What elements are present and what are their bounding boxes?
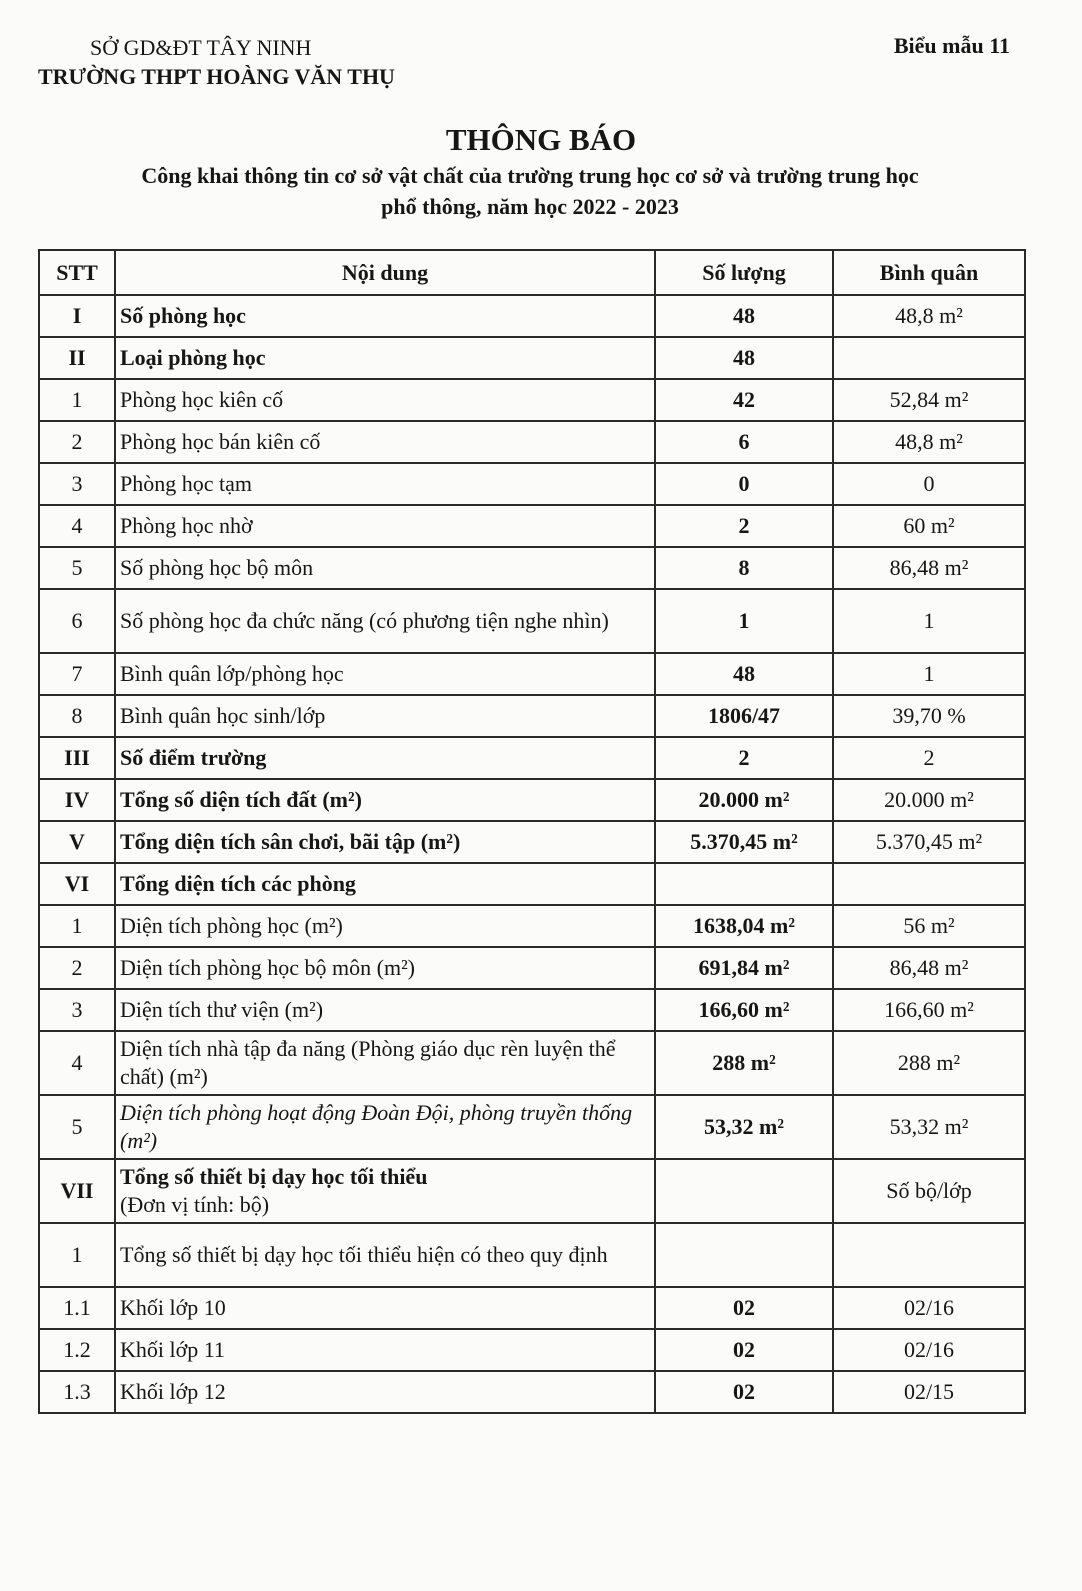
row-stt: III	[39, 737, 115, 779]
average-unit: m²	[950, 787, 974, 812]
row-average	[833, 547, 1025, 589]
row-average	[833, 1223, 1025, 1287]
row-content: Tổng số thiết bị dạy học tối thiểu hiện có theo quy định	[115, 1223, 655, 1287]
row-stt: 2	[39, 947, 115, 989]
row-content: Số phòng học	[115, 295, 655, 337]
row-quantity: 48	[655, 337, 833, 379]
row-stt: VI	[39, 863, 115, 905]
table-row	[39, 463, 1025, 505]
row-average	[833, 989, 1025, 1031]
average-unit: m²	[939, 303, 963, 328]
row-quantity: 02	[655, 1371, 833, 1413]
table-row	[39, 1329, 1025, 1371]
table-row	[39, 653, 1025, 695]
average-value: 56	[903, 913, 926, 938]
row-content-unit-note: (Đơn vị tính: bộ)	[120, 1192, 270, 1217]
average-value: 52,84	[889, 387, 940, 412]
row-quantity: 1806/47	[655, 695, 833, 737]
row-quantity: 20.000 m²	[655, 779, 833, 821]
row-content: Tổng số diện tích đất (m²)	[115, 779, 655, 821]
department-name: SỞ GD&ĐT TÂY NINH	[90, 35, 312, 60]
average-value: 86,48	[889, 955, 940, 980]
row-average: 02/15	[833, 1371, 1025, 1413]
row-average	[833, 1095, 1025, 1159]
row-average	[833, 947, 1025, 989]
document-subtitle	[60, 160, 1000, 222]
row-content: Khối lớp 10	[115, 1287, 655, 1329]
row-average: Số bộ/lớp	[833, 1159, 1025, 1223]
row-content: Loại phòng học	[115, 337, 655, 379]
table-row	[39, 947, 1025, 989]
average-value: 53,32	[889, 1114, 940, 1139]
table-row	[39, 295, 1025, 337]
facility-table	[38, 249, 1026, 1414]
average-value: 20.000	[884, 787, 945, 812]
row-average	[833, 821, 1025, 863]
average-unit: m²	[944, 955, 969, 980]
row-stt: 5	[39, 1095, 115, 1159]
row-stt: 2	[39, 421, 115, 463]
row-average	[833, 905, 1025, 947]
average-value: 5.370,45	[875, 829, 953, 854]
table-row	[39, 1371, 1025, 1413]
row-average	[833, 295, 1025, 337]
row-quantity: 02	[655, 1287, 833, 1329]
row-stt: 1	[39, 379, 115, 421]
row-content: Diện tích phòng học (m²)	[115, 905, 655, 947]
table-row	[39, 863, 1025, 905]
row-average	[833, 505, 1025, 547]
table-row	[39, 589, 1025, 653]
row-content: Số điểm trường	[115, 737, 655, 779]
row-quantity: 166,60 m²	[655, 989, 833, 1031]
row-average	[833, 1031, 1025, 1095]
average-unit: m²	[944, 555, 969, 580]
row-content: Tổng diện tích sân chơi, bãi tập (m²)	[115, 821, 655, 863]
school-name: TRƯỜNG THPT HOÀNG VĂN THỤ	[38, 64, 395, 89]
row-content: Diện tích phòng hoạt động Đoàn Đội, phòng truyền thống (m²)	[115, 1095, 655, 1159]
table-row	[39, 821, 1025, 863]
row-stt: 3	[39, 463, 115, 505]
row-average: 0	[833, 463, 1025, 505]
row-average	[833, 863, 1025, 905]
row-content-title: Tổng số thiết bị dạy học tối thiểu	[120, 1164, 428, 1189]
row-stt: 3	[39, 989, 115, 1031]
table-row	[39, 547, 1025, 589]
row-average	[833, 379, 1025, 421]
row-quantity: 48	[655, 295, 833, 337]
row-content: Khối lớp 12	[115, 1371, 655, 1413]
row-content	[115, 1159, 655, 1223]
average-value: 48,8	[895, 303, 934, 328]
row-average: 1	[833, 589, 1025, 653]
average-unit: m²	[958, 829, 983, 854]
table-row	[39, 1223, 1025, 1287]
header-average: Bình quân	[833, 250, 1025, 295]
row-quantity: 288 m²	[655, 1031, 833, 1095]
row-quantity	[655, 863, 833, 905]
row-content: Tổng diện tích các phòng	[115, 863, 655, 905]
table-row	[39, 337, 1025, 379]
row-content: Diện tích nhà tập đa năng (Phòng giáo dục rèn luyện thể chất) (m²)	[115, 1031, 655, 1095]
row-content: Khối lớp 11	[115, 1329, 655, 1371]
table-row	[39, 421, 1025, 463]
table-row	[39, 1095, 1025, 1159]
average-unit: m²	[930, 913, 955, 938]
row-quantity: 8	[655, 547, 833, 589]
row-quantity: 2	[655, 737, 833, 779]
row-stt: 1.1	[39, 1287, 115, 1329]
row-stt: 1	[39, 1223, 115, 1287]
row-quantity: 02	[655, 1329, 833, 1371]
row-quantity: 1638,04 m²	[655, 905, 833, 947]
row-average: 02/16	[833, 1287, 1025, 1329]
row-content: Bình quân lớp/phòng học	[115, 653, 655, 695]
row-quantity: 6	[655, 421, 833, 463]
table-row	[39, 1031, 1025, 1095]
row-quantity: 53,32 m²	[655, 1095, 833, 1159]
table-row	[39, 989, 1025, 1031]
row-stt: 8	[39, 695, 115, 737]
row-average	[833, 421, 1025, 463]
row-stt: VII	[39, 1159, 115, 1223]
row-content: Diện tích thư viện (m²)	[115, 989, 655, 1031]
row-stt: 7	[39, 653, 115, 695]
row-quantity	[655, 1159, 833, 1223]
average-value: 166,60	[884, 997, 945, 1022]
row-stt: 1.3	[39, 1371, 115, 1413]
row-content: Diện tích phòng học bộ môn (m²)	[115, 947, 655, 989]
table-row	[39, 379, 1025, 421]
row-stt: II	[39, 337, 115, 379]
average-value: 60	[903, 513, 926, 538]
row-stt: 1.2	[39, 1329, 115, 1371]
row-average: 1	[833, 653, 1025, 695]
row-quantity: 5.370,45 m²	[655, 821, 833, 863]
row-average: 39,70 %	[833, 695, 1025, 737]
header-content: Nội dung	[115, 250, 655, 295]
average-unit: m²	[950, 997, 974, 1022]
subtitle-line-2: phổ thông, năm học 2022 - 2023	[381, 194, 679, 219]
row-content: Phòng học bán kiên cố	[115, 421, 655, 463]
row-average	[833, 337, 1025, 379]
header-stt: STT	[39, 250, 115, 295]
average-value: 86,48	[889, 555, 940, 580]
row-content: Bình quân học sinh/lớp	[115, 695, 655, 737]
row-content: Phòng học nhờ	[115, 505, 655, 547]
average-value: 48,8	[895, 429, 934, 454]
table-row	[39, 695, 1025, 737]
subtitle-line-1: Công khai thông tin cơ sở vật chất của trường trung học cơ sở và trường trung học	[141, 163, 919, 188]
table-row	[39, 1159, 1025, 1223]
average-unit: m²	[944, 387, 969, 412]
row-quantity: 48	[655, 653, 833, 695]
average-value: 288	[897, 1050, 931, 1075]
row-average: 02/16	[833, 1329, 1025, 1371]
row-average	[833, 779, 1025, 821]
row-stt: 5	[39, 547, 115, 589]
document-title: THÔNG BÁO	[445, 122, 637, 157]
row-average: 2	[833, 737, 1025, 779]
row-quantity: 2	[655, 505, 833, 547]
row-content: Phòng học kiên cố	[115, 379, 655, 421]
row-stt: V	[39, 821, 115, 863]
table-row	[39, 505, 1025, 547]
row-content: Phòng học tạm	[115, 463, 655, 505]
table-row	[39, 905, 1025, 947]
row-quantity	[655, 1223, 833, 1287]
row-stt: IV	[39, 779, 115, 821]
row-stt: 4	[39, 505, 115, 547]
average-unit: m²	[944, 1114, 969, 1139]
row-stt: 6	[39, 589, 115, 653]
header-quantity: Số lượng	[655, 250, 833, 295]
row-stt: I	[39, 295, 115, 337]
row-quantity: 42	[655, 379, 833, 421]
row-quantity: 691,84 m²	[655, 947, 833, 989]
row-content: Số phòng học đa chức năng (có phương tiện nghe nhìn)	[115, 589, 655, 653]
organization-header	[38, 33, 395, 91]
table-header-row	[39, 250, 1025, 295]
row-quantity: 0	[655, 463, 833, 505]
table-row	[39, 1287, 1025, 1329]
row-stt: 1	[39, 905, 115, 947]
table-row	[39, 737, 1025, 779]
row-content: Số phòng học bộ môn	[115, 547, 655, 589]
form-number: Biểu mẫu 11	[893, 33, 1010, 58]
average-unit: m²	[939, 429, 963, 454]
average-unit: m²	[930, 513, 955, 538]
average-unit: m²	[936, 1050, 961, 1075]
table-row	[39, 779, 1025, 821]
row-stt: 4	[39, 1031, 115, 1095]
row-quantity: 1	[655, 589, 833, 653]
